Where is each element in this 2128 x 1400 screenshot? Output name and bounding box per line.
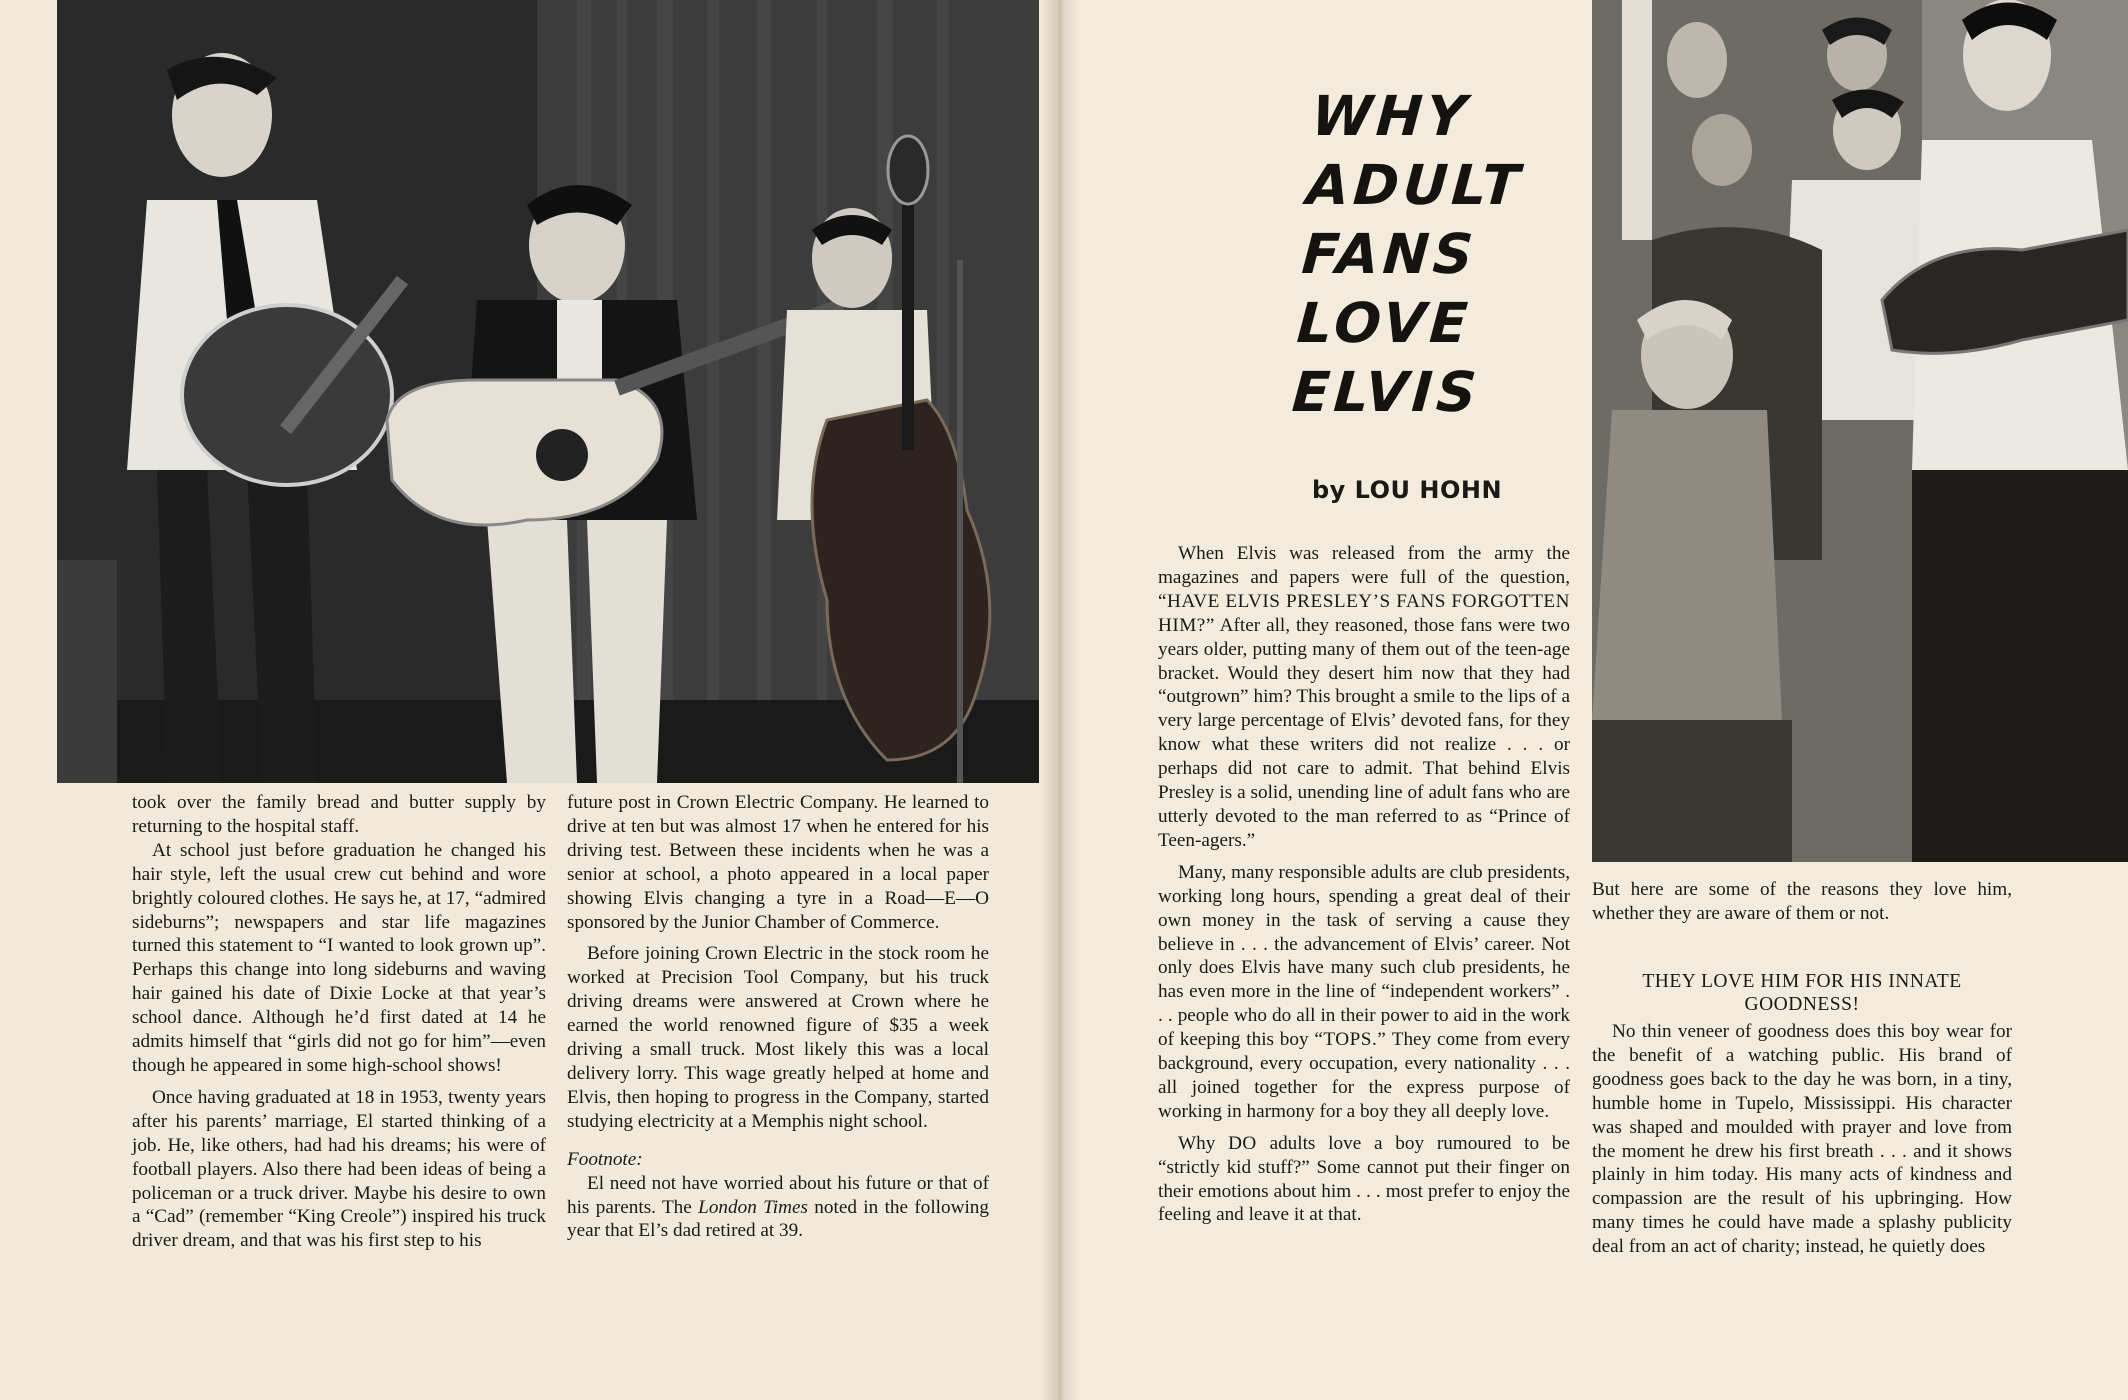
elvis-singing-photo — [1592, 0, 2128, 862]
paragraph: At school just before graduation he changed his hair style, left the usual crew cut behind and wore brightly coloured clothes. He says he, at 17, “admired sideburns”; newspapers and star life magazines turned this statement to “I wanted to look grown up”. Perhaps this change into long sideburns and waving hair gained his date of Dixie Locke at that year’s school dance. Although he’d first dated at 14 he admits himself that “girls did not go for him”—even though he appeared in some high-school shows! — [132, 839, 546, 1076]
footnote-text — [567, 1172, 989, 1244]
title-line: LOVE — [1294, 291, 1474, 355]
paragraph: Once having graduated at 18 in 1953, twenty years after his parents’ marriage, El started thinking of a job. He, like others, had had his dreams; his were of football players. Also there had been ideas of being a policeman or a truck driver. Maybe his desire to own a “Cad” (remember “King Creole”) inspired his truck driver dream, and that was his first step to his — [132, 1086, 546, 1252]
footnote-text-part: El need not have worried about his future or that of his parents. The — [567, 1172, 989, 1218]
body-column-2 — [567, 791, 989, 1243]
text-part: adults love a boy rumoured to be “strictly kid stuff?” Some cannot put their finger on their emotions about him . . . most prefer to enjoy the feeling and leave it at that. — [1158, 1132, 1570, 1226]
paragraph: Before joining Crown Electric in the stock room he worked at Precision Tool Company, but his truck driving dreams were answered at Crown where he earned the world renowned figure of $35 a week driving a small truck. Most likely this was a local delivery lorry. This wage greatly helped at home and Elvis, then hoping to progress in the Company, started studying electricity at a Memphis night school. — [567, 943, 989, 1132]
paragraph: But here are some of the reasons they love him, whether they are aware of them or not. — [1592, 879, 2012, 924]
section-heading — [1592, 970, 2012, 1016]
title-line: ELVIS — [1290, 360, 1483, 424]
text-part: Why — [1178, 1132, 1229, 1154]
paragraph — [1158, 542, 1570, 853]
text-part: When Elvis was released from the army the magazines and papers were full of the question, — [1158, 543, 1570, 588]
do-small-caps: DO — [1228, 1132, 1257, 1154]
tops-small-caps: “TOPS.” — [1314, 1029, 1387, 1051]
title-line: WHY — [1309, 84, 1473, 148]
footnote-label: Footnote: — [567, 1148, 643, 1170]
byline: by LOU HOHN — [1312, 476, 1503, 504]
body-column-1 — [132, 791, 546, 1253]
body-column-3 — [1158, 542, 1570, 1227]
paragraph — [1158, 1132, 1570, 1228]
paragraph: took over the family bread and butter supply by returning to the hospital staff. — [132, 792, 546, 837]
body-column-4-intro — [1592, 878, 2012, 926]
elvis-singing-illustration — [1592, 0, 2128, 862]
text-part: They come from every background, every occupation, every nationality . . . all joined together for the express purpose of working in harmony for a boy they all deeply love. — [1158, 1029, 1570, 1122]
paragraph: future post in Crown Electric Company. He learned to drive at ten but was almost 17 when he entered for his driving test. Between these incidents when he was a senior at school, a photo appeared in a local paper showing Elvis changing a tyre in a Road—E—O sponsored by the Junior Chamber of Commerce. — [567, 792, 989, 933]
title-line: ADULT — [1304, 153, 1526, 217]
band-stage-photo — [57, 0, 1039, 783]
section-heading-line: THEY LOVE HIM FOR HIS INNATE — [1642, 971, 1962, 992]
body-column-4 — [1592, 1020, 2012, 1259]
paragraph — [1158, 861, 1570, 1124]
article-title — [1290, 82, 1554, 427]
text-part: After all, they reasoned, those fans were two years older, putting many of them out of the teen-age bracket. Would they desert him now that they had “outgrown” him? This brought a smile to the lips of a very large percentage of Elvis’ devoted fans, for they know what these writers did not realize . . . or perhaps did not care to admit. That behind Elvis Presley is a solid, unending line of adult fans who are utterly devoted to the man referred to as “Prince of Teen-agers.” — [1158, 614, 1570, 851]
title-line: FANS — [1299, 222, 1479, 286]
question-small-caps: “HAVE ELVIS PRESLEY’S FANS FORGOTTEN HIM?” — [1158, 590, 1570, 636]
paragraph: No thin veneer of goodness does this boy wear for the benefit of a watching public. His brand of goodness goes back to the day he was born, in a tiny, humble home in Tupelo, Mississippi. His character was shaped and moulded with prayer and love from the moment he drew his first breath . . . and it shows plainly in him today. His many acts of kindness and compassion are the result of his upbringing. How many times he could have made a splashy publicity deal from an act of charity; instead, he quietly does — [1592, 1021, 2012, 1258]
footnote-text-part: noted in the following year that El’s dad retired at 39. — [567, 1196, 989, 1242]
section-heading-line: GOODNESS! — [1744, 994, 1860, 1015]
text-part: Many, many responsible adults are club presidents, working long hours, spending a great deal of their own money in the task of serving a cause they believe in . . . the advancement of Elvis’ career. Not only does Elvis have many such club presidents, he has even more in the line of “independent workers” . . . people who do all in their power to aid in the work of keeping this boy — [1158, 861, 1571, 1051]
spine-gutter — [1040, 0, 1080, 1400]
footnote-newspaper-name: London Times — [698, 1196, 808, 1218]
band-stage-illustration — [57, 0, 1039, 783]
